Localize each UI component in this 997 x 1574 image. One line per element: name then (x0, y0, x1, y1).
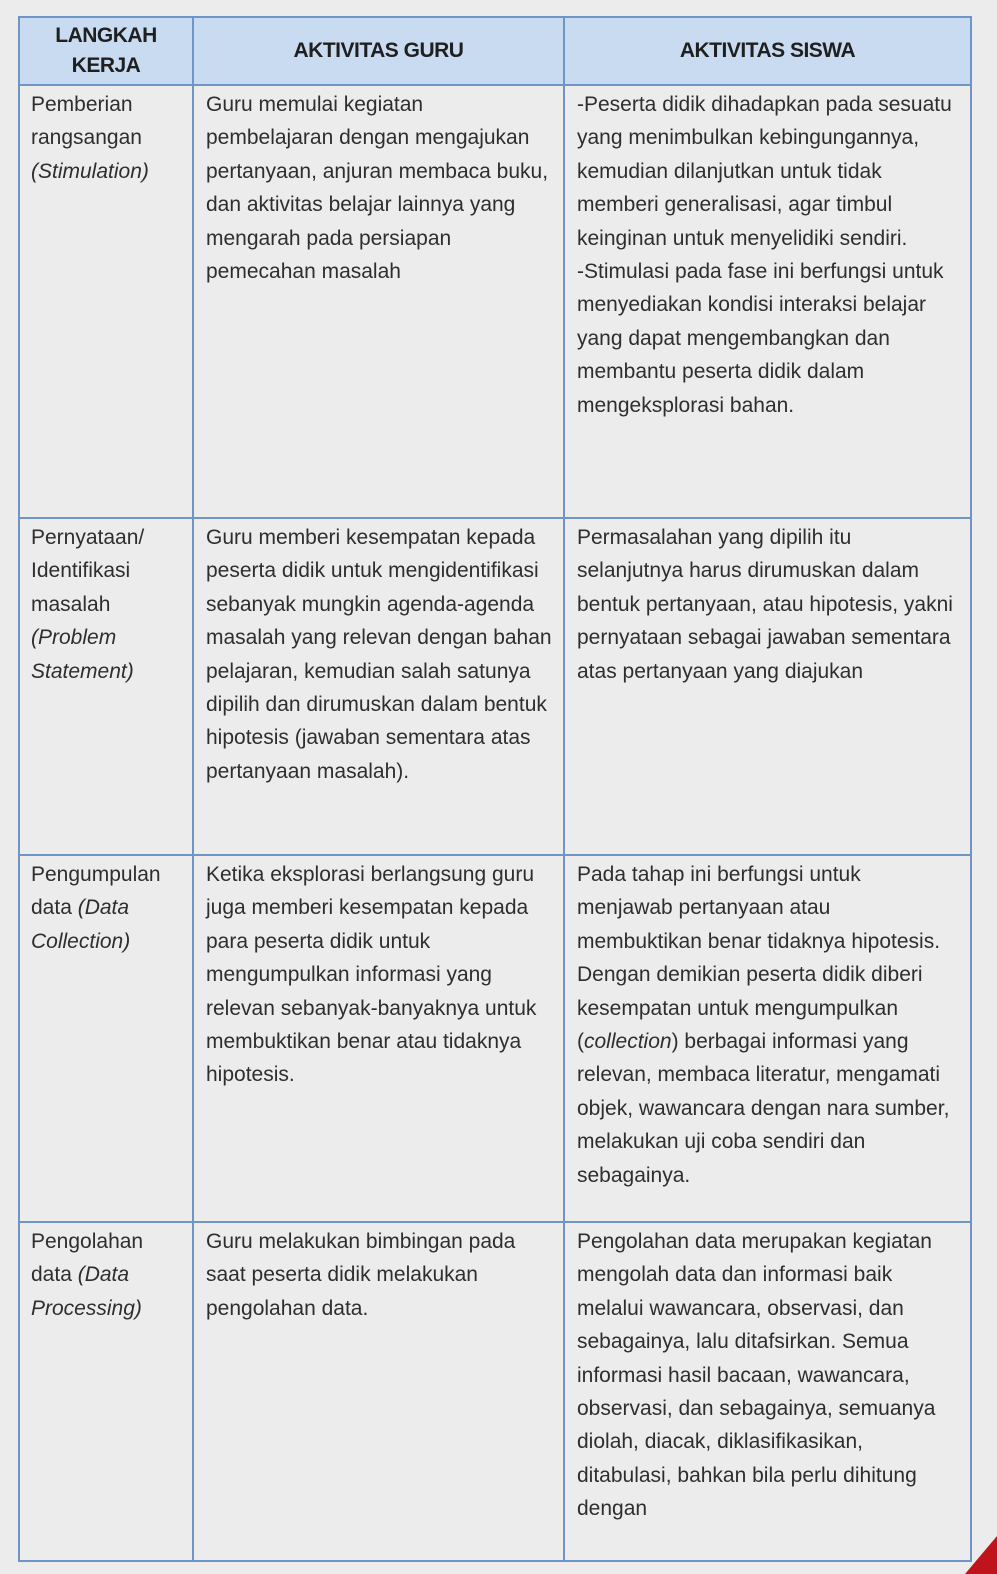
guru-activity-cell: Guru memberi kesempatan kepada peserta didik untuk mengidentifikasi sebanyak mungkin agenda-agenda masalah yang relevan dengan bahan pelajaran, kemudian salah satunya dipilih dan dirumuskan dalam bentuk hipotesis (jawaban sementara atas pertanyaan masalah). (193, 518, 564, 855)
step-label-english: (Data Collection) (31, 896, 131, 953)
siswa-text-emphasis: collection (584, 1030, 672, 1054)
guru-activity-cell: Guru melakukan bimbingan pada saat peserta didik melakukan pengolahan data. (193, 1222, 564, 1561)
siswa-activity-cell (564, 855, 971, 1222)
table-header (19, 17, 971, 85)
guru-activity-cell: Ketika eksplorasi berlangsung guru juga memberi kesempatan kepada para peserta didik untuk mengumpulkan informasi yang relevan sebanyak-banyaknya untuk membuktikan benar atau tidaknya hipotesis. (193, 855, 564, 1222)
step-label: Pengumpulan data (31, 863, 161, 920)
table-row-problem-statement (19, 518, 971, 855)
step-label-english: (Stimulation) (31, 159, 149, 183)
step-cell (19, 85, 193, 518)
header-langkah-kerja: LANGKAH KERJA (19, 17, 193, 85)
siswa-activity-cell: Pengolahan data merupakan kegiatan mengolah data dan informasi baik melalui wawancara, observasi, dan sebagainya, lalu ditafsirkan. Semua informasi hasil bacaan, wawancara, observasi, dan sebagainya, semuanya diolah, diacak, diklasifikasikan, ditabulasi, bahkan bila perlu dihitung dengan (564, 1222, 971, 1561)
step-label: Pemberian rangsangan (31, 93, 142, 150)
siswa-activity-paragraph: -Peserta didik dihadapkan pada sesuatu yang menimbulkan kebingungannya, kemudian dilanjutkan untuk tidak memberi generalisasi, agar timbul keinginan untuk menyelidiki sendiri. (577, 93, 952, 250)
step-cell (19, 1222, 193, 1561)
siswa-text-part: ) berbagai informasi yang relevan, membaca literatur, mengamati objek, wawancara dengan nara sumber, melakukan uji coba sendiri dan sebagainya. (577, 1030, 950, 1187)
header-row (19, 17, 971, 85)
siswa-activity-paragraph: -Stimulasi pada fase ini berfungsi untuk menyediakan kondisi interaksi belajar yang dapat mengembangkan dan membantu peserta didik dalam mengeksplorasi bahan. (577, 260, 944, 417)
table-row-data-processing (19, 1222, 971, 1561)
step-cell (19, 855, 193, 1222)
step-cell (19, 518, 193, 855)
step-label: Pengolahan data (31, 1230, 144, 1287)
table-row-stimulation (19, 85, 971, 518)
siswa-activity-cell (564, 85, 971, 518)
header-aktivitas-guru: AKTIVITAS GURU (193, 17, 564, 85)
step-label: Pernyataan/ Identifikasi masalah (31, 526, 145, 616)
discovery-learning-steps-table (18, 16, 972, 1562)
siswa-text-part: Pada tahap ini berfungsi untuk menjawab pertanyaan atau membuktikan benar tidaknya hipotesis. Dengan demikian peserta didik diberi kesempatan untuk mengumpulkan ( (577, 863, 941, 1054)
guru-activity-cell: Guru memulai kegiatan pembelajaran dengan mengajukan pertanyaan, anjuran membaca buku, dan aktivitas belajar lainnya yang mengarah pada persiapan pemecahan masalah (193, 85, 564, 518)
table-row-data-collection (19, 855, 971, 1222)
step-label-english: (Problem Statement) (31, 626, 134, 683)
siswa-activity-cell: Permasalahan yang dipilih itu selanjutnya harus dirumuskan dalam bentuk pertanyaan, atau hipotesis, yakni pernyataan sebagai jawaban sementara atas pertanyaan yang diajukan (564, 518, 971, 855)
table-body (19, 85, 971, 1561)
step-label-english: (Data Processing) (31, 1263, 142, 1320)
header-aktivitas-siswa: AKTIVITAS SISWA (564, 17, 971, 85)
corner-decoration (965, 1536, 997, 1574)
